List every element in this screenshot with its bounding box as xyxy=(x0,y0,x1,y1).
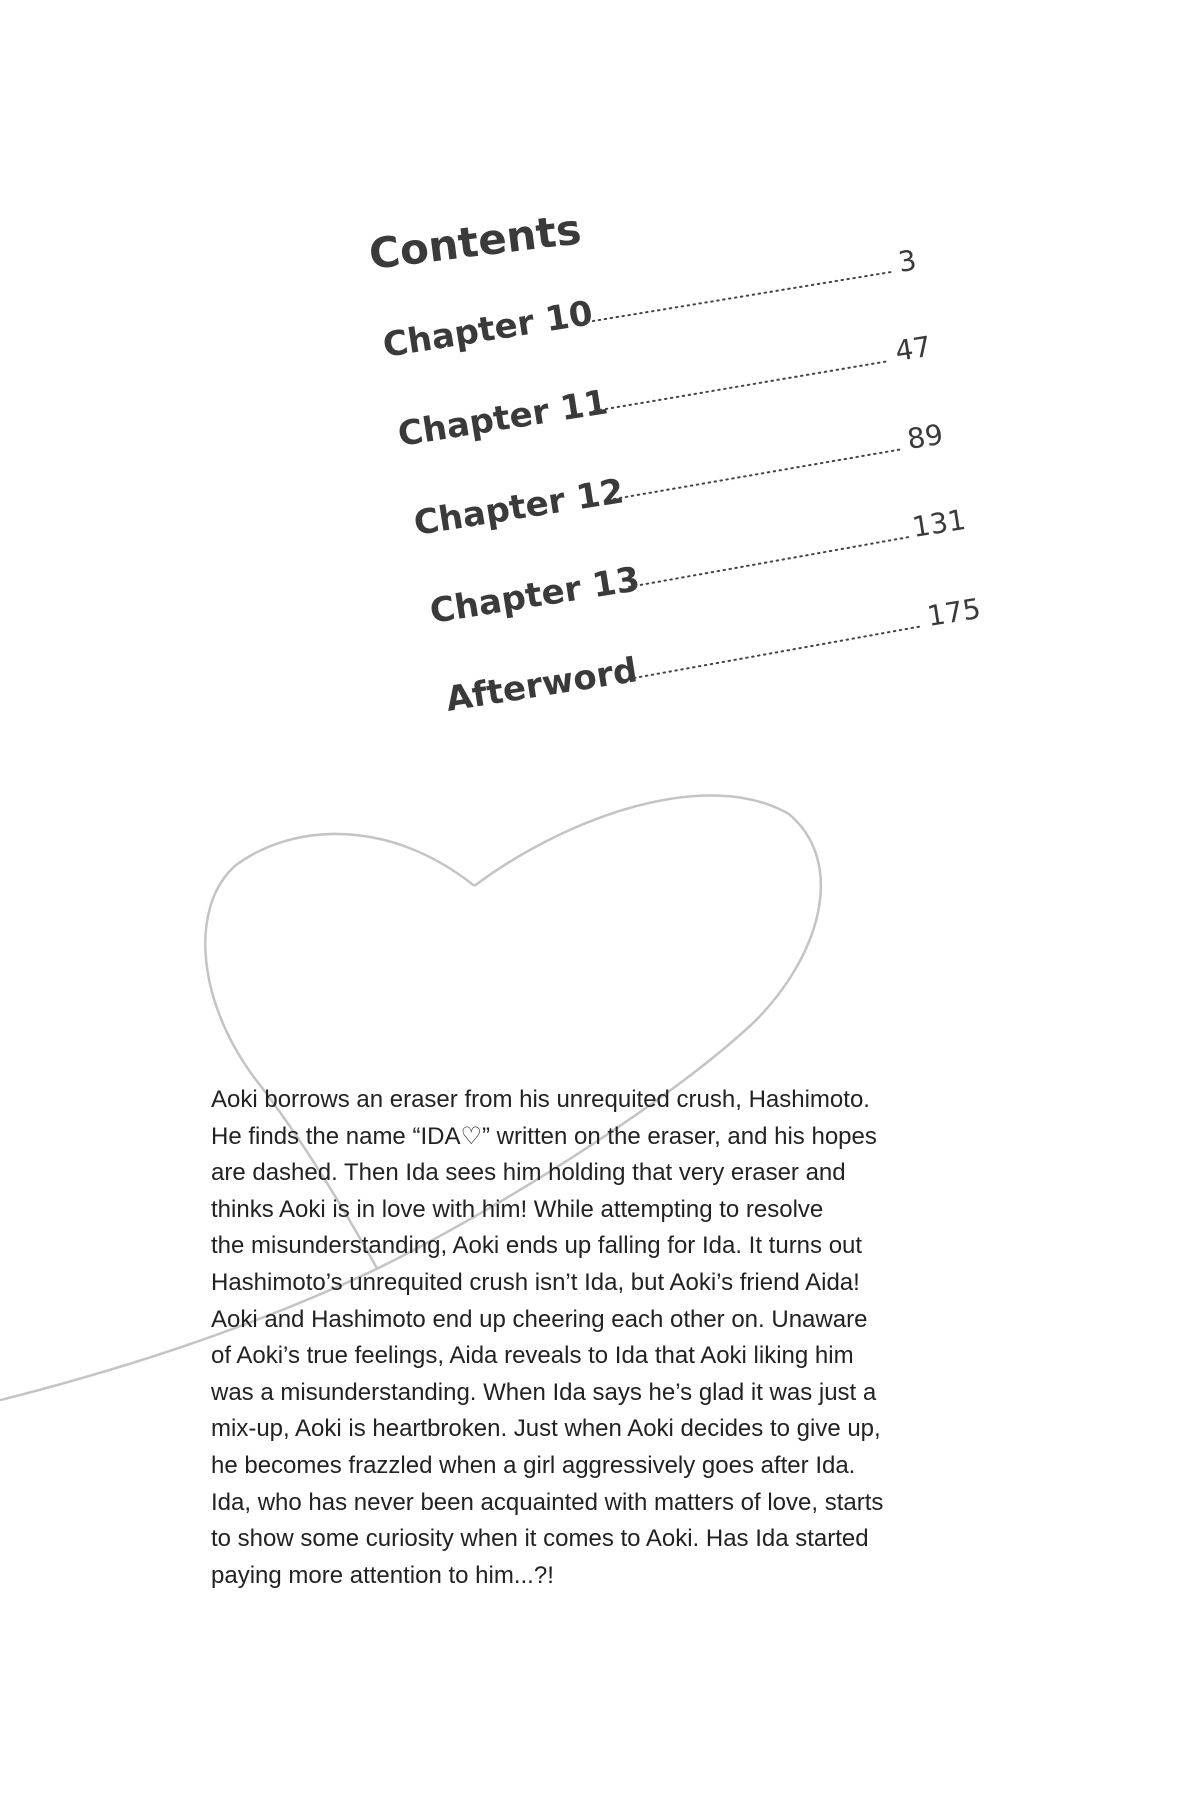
summary-line: He finds the name “IDA♡” written on the eraser, and his hopes xyxy=(211,1122,877,1150)
toc-entry-page: 3 xyxy=(895,243,919,279)
toc-entry-label: Chapter 11 xyxy=(395,382,611,455)
toc-entry-page: 175 xyxy=(924,591,983,633)
toc-entry-label: Chapter 12 xyxy=(411,471,627,544)
toc-entry-page: 47 xyxy=(892,329,934,368)
table-of-contents xyxy=(366,204,983,720)
toc-leader-dots xyxy=(614,449,903,499)
toc-leader-dots xyxy=(629,537,909,587)
summary-line: Hashimoto’s unrequited crush isn’t Ida, but Aoki’s friend Aida! xyxy=(211,1268,860,1296)
summary-line: paying more attention to him...?! xyxy=(211,1561,554,1589)
summary-line: Ida, who has never been acquainted with matters of love, starts xyxy=(211,1488,884,1516)
toc-entry-page: 89 xyxy=(904,417,946,456)
summary-line: the misunderstanding, Aoki ends up falling for Ida. It turns out xyxy=(211,1232,863,1260)
toc-entry-page: 131 xyxy=(909,502,968,544)
toc-leader-dots xyxy=(594,361,889,411)
toc-title: Contents xyxy=(366,204,584,279)
toc-entry-label: Afterword xyxy=(443,650,641,720)
summary-line: thinks Aoki is in love with him! While attempting to resolve xyxy=(211,1195,824,1223)
toc-leader-dots xyxy=(634,626,923,678)
summary-line: Aoki and Hashimoto end up cheering each other on. Unaware xyxy=(211,1305,868,1333)
summary-line: of Aoki’s true feelings, Aida reveals to Ida that Aoki liking him xyxy=(211,1342,854,1370)
summary-line: Aoki borrows an eraser from his unrequited crush, Hashimoto. xyxy=(211,1086,870,1113)
summary-line: mix-up, Aoki is heartbroken. Just when Aoki decides to give up, xyxy=(211,1415,881,1443)
toc-leader-dots xyxy=(581,272,891,323)
summary-line: he becomes frazzled when a girl aggressively goes after Ida. xyxy=(211,1451,856,1479)
summary-line: are dashed. Then Ida sees him holding that very eraser and xyxy=(211,1159,846,1187)
toc-entry-label: Chapter 13 xyxy=(427,559,643,632)
toc-entry-label: Chapter 10 xyxy=(380,293,596,366)
summary-line: was a misunderstanding. When Ida says he’s glad it was just a xyxy=(211,1378,877,1406)
summary-line: to show some curiosity when it comes to Aoki. Has Ida started xyxy=(211,1525,869,1553)
story-summary xyxy=(211,1082,1011,1594)
